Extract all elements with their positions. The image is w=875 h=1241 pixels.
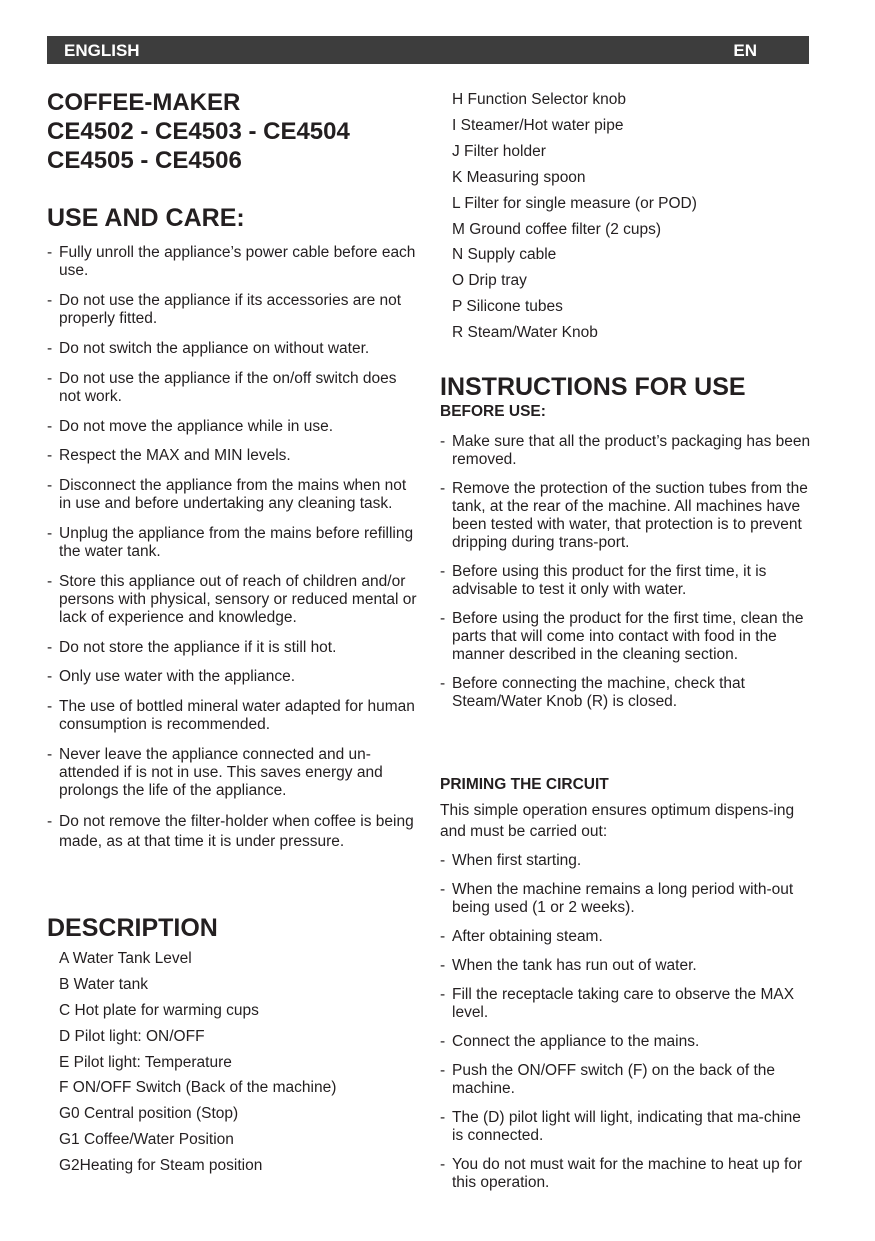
description-item: E Pilot light: Temperature <box>59 1054 232 1071</box>
list-item: - Push the ON/OFF switch (F) on the back of the machine. <box>440 1062 810 1098</box>
list-item: - Do not move the appliance while in use. <box>47 418 417 436</box>
description-item: B Water tank <box>59 976 149 993</box>
list-item: - Do not use the appliance if its accessories are not properly fitted. <box>47 292 417 328</box>
list-item: - Do not remove the filter-holder when coffee is being made, as at that time it is under pressure. <box>47 812 417 852</box>
list-item: - Before connecting the machine, check that Steam/Water Knob (R) is closed. <box>440 675 812 711</box>
description-item: H Function Selector knob <box>452 91 627 108</box>
list-item: - Respect the MAX and MIN levels. <box>47 447 417 465</box>
description-heading: DESCRIPTION <box>47 914 218 942</box>
list-item: - Before using this product for the first time, it is advisable to test it only with water. <box>440 563 812 599</box>
description-item: G1 Coffee/Water Position <box>59 1131 234 1148</box>
description-item: G2Heating for Steam position <box>59 1157 263 1174</box>
list-item: - Connect the appliance to the mains. <box>440 1033 810 1051</box>
list-item: - Disconnect the appliance from the mains when not in use and before undertaking any cleaning task. <box>47 477 417 513</box>
list-item: - Unplug the appliance from the mains before refilling the water tank. <box>47 525 417 561</box>
priming-intro: This simple operation ensures optimum dispens-ing and must be carried out: <box>440 802 795 840</box>
list-item: - Before using the product for the first time, clean the parts that will come into contact with food in the manner described in the cleaning section. <box>440 610 812 664</box>
product-title-line-2: CE4502 - CE4503 - CE4504 <box>47 118 350 145</box>
list-item: - Remove the protection of the suction tubes from the tank, at the rear of the machine. All machines have been tested with water, that protection is to prevent dripping during trans-port. <box>440 480 812 552</box>
list-item: - Make sure that all the product’s packaging has been removed. <box>440 433 812 469</box>
description-item: O Drip tray <box>452 272 527 289</box>
language-code: EN <box>733 41 757 60</box>
description-item: J Filter holder <box>452 143 546 160</box>
list-item: - Do not use the appliance if the on/off switch does not work. <box>47 370 417 406</box>
list-item: - Do not store the appliance if it is still hot. <box>47 639 417 657</box>
list-item: - Store this appliance out of reach of children and/or persons with physical, sensory or reduced mental or lack of experience and knowledge. <box>47 573 417 627</box>
language-header-bar <box>47 36 809 64</box>
description-item: M Ground coffee filter (2 cups) <box>452 221 662 238</box>
list-item: - The use of bottled mineral water adapted for human consumption is recommended. <box>47 698 417 734</box>
description-item: A Water Tank Level <box>59 950 192 967</box>
product-title-line-3: CE4505 - CE4506 <box>47 147 242 174</box>
list-item: - After obtaining steam. <box>440 928 810 946</box>
list-item: - Fill the receptacle taking care to observe the MAX level. <box>440 986 810 1022</box>
language-label: ENGLISH <box>64 41 140 60</box>
list-item: - The (D) pilot light will light, indicating that ma-chine is connected. <box>440 1109 810 1145</box>
use-and-care-list <box>47 244 417 852</box>
list-item: - You do not must wait for the machine to heat up for this operation. <box>440 1156 810 1192</box>
priming-list <box>440 852 810 1192</box>
list-item: - Fully unroll the appliance’s power cable before each use. <box>47 244 417 280</box>
before-use-list <box>440 433 812 711</box>
list-item: - Do not switch the appliance on without water. <box>47 340 417 358</box>
description-item: I Steamer/Hot water pipe <box>452 117 624 134</box>
list-item: - When the machine remains a long period with-out being used (1 or 2 weeks). <box>440 881 810 917</box>
priming-heading: PRIMING THE CIRCUIT <box>440 776 609 793</box>
description-item: G0 Central position (Stop) <box>59 1105 239 1122</box>
description-item: K Measuring spoon <box>452 169 586 186</box>
before-use-heading: BEFORE USE: <box>440 403 546 420</box>
description-item: P Silicone tubes <box>452 298 563 315</box>
list-item: - Only use water with the appliance. <box>47 668 417 686</box>
description-item: D Pilot light: ON/OFF <box>59 1028 205 1045</box>
description-item: C Hot plate for warming cups <box>59 1002 259 1019</box>
list-item: - When the tank has run out of water. <box>440 957 810 975</box>
use-and-care-heading: USE AND CARE: <box>47 204 245 232</box>
list-item: - Never leave the appliance connected and un-attended if is not in use. This saves energy and prolongs the life of the appliance. <box>47 746 417 800</box>
product-title-line-1: COFFEE-MAKER <box>47 89 241 116</box>
instructions-heading: INSTRUCTIONS FOR USE <box>440 373 746 401</box>
description-item: N Supply cable <box>452 246 557 263</box>
description-item: F ON/OFF Switch (Back of the machine) <box>59 1079 337 1096</box>
description-item: R Steam/Water Knob <box>452 324 598 341</box>
description-item: L Filter for single measure (or POD) <box>452 195 697 212</box>
list-item: - When first starting. <box>440 852 810 870</box>
